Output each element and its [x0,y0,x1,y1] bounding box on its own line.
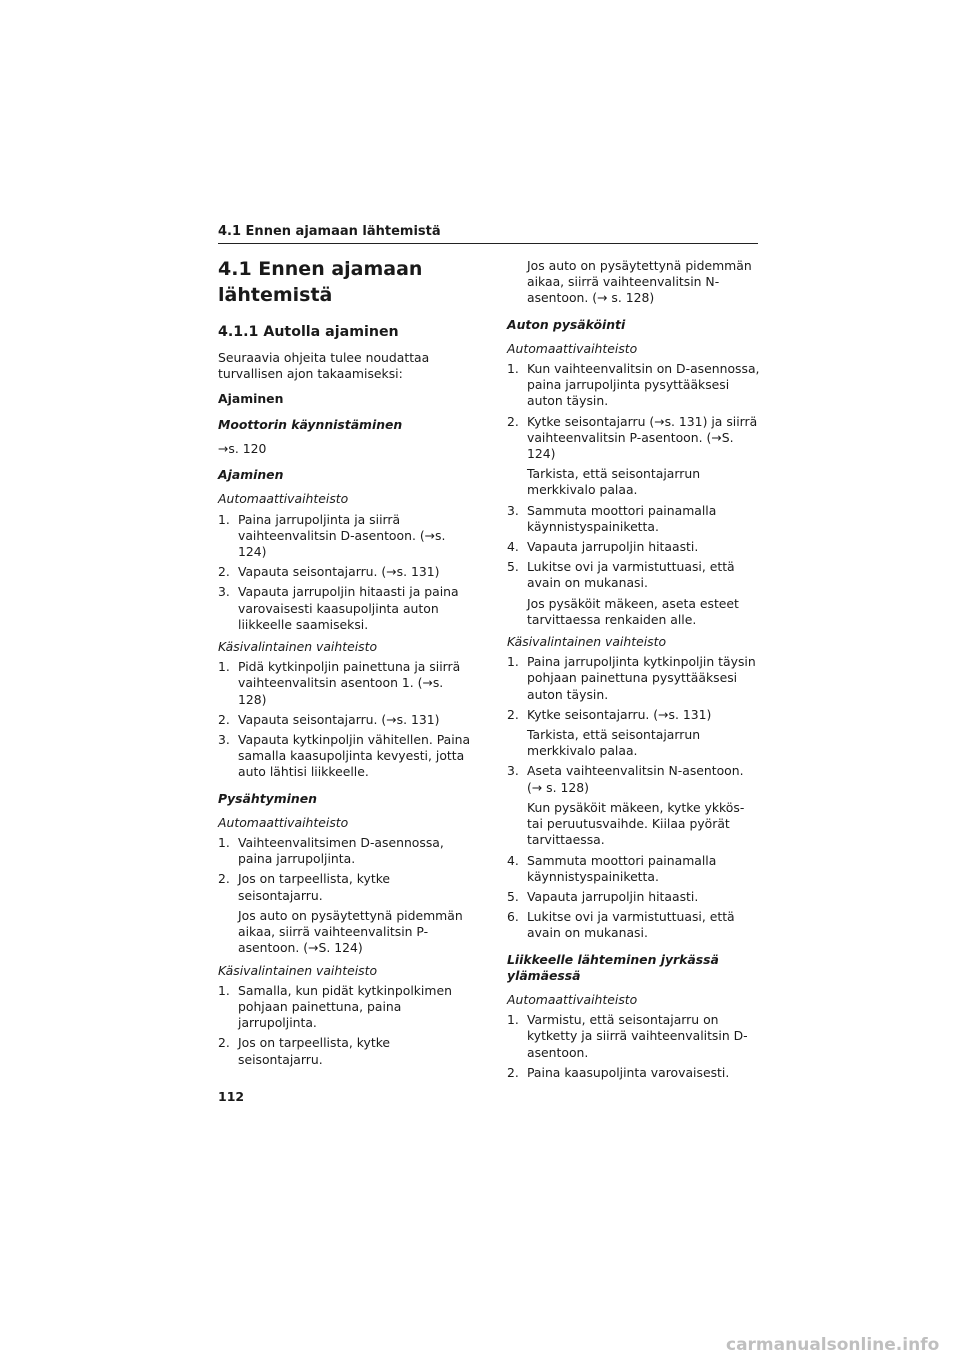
stop-auto-steps [218,835,472,956]
list-item: 1. Paina jarrupoljinta kytkinpoljin täysin pohjaan painettuna pysyttääksesi auton täysin. [507,654,756,702]
list-item: 1. Varmistu, että seisontajarru on kytketty ja siirrä vaihteenvalitsin D-asentoon. [507,1012,748,1060]
hill-auto-label: Automaattivaihteisto [507,991,638,1007]
left-column [218,256,472,1074]
list-item: 1. Vaihteenvalitsimen D-asennossa, paina jarrupoljinta. [218,835,444,867]
list-item: 5. Vapauta jarrupoljin hitaasti. [507,888,699,904]
stop-manual-label: Käsivalintainen vaihteisto [218,962,378,978]
watermark: carmanualsonline.info [726,1335,940,1355]
park-auto-steps [507,361,761,628]
list-item: 3. Vapauta kytkinpoljin vähitellen. Paina samalla kaasupoljinta kevyesti, jotta auto lähtisi liikkeelle. [218,732,471,780]
step-note: Kun pysäköit mäkeen, kytke ykkös- tai peruutusvaihde. Kiilaa pyörät tarvittaessa. [527,799,745,848]
list-item: 2. Vapauta seisontajarru. (→s. 131) [218,711,440,727]
list-item: 4. Sammuta moottori painamalla käynnistyspainiketta. [507,852,717,884]
drive-heading: Ajaminen [218,467,284,483]
list-item: 1. Kun vaihteenvalitsin on D-asennossa, paina jarrupoljinta pysyttääksesi auton täysin. [507,361,760,409]
ajaminen-heading: Ajaminen [218,390,284,406]
list-item: 6. Lukitse ovi ja varmistuttuasi, että avain on mukanasi. [507,909,735,941]
list-item: 3. Vapauta jarrupoljin hitaasti ja paina varovaisesti kaasupoljinta auton liikkeelle saamiseksi. [218,584,459,632]
hill-auto-steps [507,1012,761,1081]
step-note: Jos pysäköit mäkeen, aseta esteet tarvittaessa renkaiden alle. [527,595,739,627]
stop-heading: Pysähtyminen [218,790,317,806]
list-item: 2. Kytke seisontajarru. (→s. 131) Tarkista, että seisontajarrun merkkivalo palaa. [507,707,761,760]
step-note: Jos auto on pysäytettynä pidemmän aikaa, siirrä vaihteenvalitsin P-asentoon. (→S. 124) [238,907,463,956]
page-number: 112 [218,1089,245,1104]
list-item: 2. Jos on tarpeellista, kytke seisontajarru. Jos auto on pysäytettynä pidemmän aikaa, siirrä vaihteenvalitsin P-asentoon. (→S. 124) [218,871,472,956]
step-note: Tarkista, että seisontajarrun merkkivalo palaa. [527,727,701,759]
list-item: 3. Aseta vaihteenvalitsin N-asentoon. (→ s. 128) Kun pysäköit mäkeen, kytke ykkös- tai peruutusvaihde. Kiilaa pyörät tarvittaessa. [507,763,761,848]
drive-auto-steps [218,512,472,633]
subsection-title: 4.1.1 Autolla ajaminen [218,324,399,340]
list-item: 1. Samalla, kun pidät kytkinpolkimen pohjaan painettuna, paina jarrupoljinta. [218,982,452,1031]
drive-auto-label: Automaattivaihteisto [218,491,349,507]
list-item: 4. Vapauta jarrupoljin hitaasti. [507,539,699,555]
hill-start-heading: Liikkeelle lähteminen jyrkässä ylämäessä [507,951,719,983]
list-item: 2. Paina kaasupoljinta varovaisesti. [507,1064,730,1080]
parking-heading: Auton pysäköinti [507,316,626,332]
list-item: 3. Sammuta moottori painamalla käynnistyspainiketta. [507,502,717,534]
drive-manual-label: Käsivalintainen vaihteisto [218,639,378,655]
list-item: 2. Jos on tarpeellista, kytke seisontajarru. [218,1035,391,1067]
list-item: 1. Paina jarrupoljinta ja siirrä vaihteenvalitsin D-asentoon. (→s. 124) [218,511,446,560]
engine-start-ref: →s. 120 [218,441,267,457]
continuation-note: Jos auto on pysäytettynä pidemmän aikaa, siirrä vaihteenvalitsin N-asentoon. (→ s. 128) [527,258,752,306]
park-auto-label: Automaattivaihteisto [507,340,638,356]
engine-start-heading: Moottorin käynnistäminen [218,416,403,432]
drive-manual-steps [218,659,472,780]
intro-text: Seuraavia ohjeita tulee noudattaa turvallisen ajon takaamiseksi: [218,350,430,382]
stop-auto-label: Automaattivaihteisto [218,814,349,830]
stop-manual-steps [218,983,472,1068]
list-item: 2. Kytke seisontajarru (→s. 131) ja siirrä vaihteenvalitsin P-asentoon. (→S. 124) Tarkista, että seisontajarrun merkkivalo palaa. [507,414,761,499]
list-item: 5. Lukitse ovi ja varmistuttuasi, että avain on mukanasi. Jos pysäköit mäkeen, aseta esteet tarvittaessa renkaiden alle. [507,559,761,628]
list-item: 2. Vapauta seisontajarru. (→s. 131) [218,564,440,580]
park-manual-steps [507,654,761,941]
right-column [507,258,761,1087]
list-item: 1. Pidä kytkinpoljin painettuna ja siirrä vaihteenvalitsin asentoon 1. (→s. 128) [218,659,461,707]
step-note: Tarkista, että seisontajarrun merkkivalo palaa. [527,466,701,498]
running-header: 4.1 Ennen ajamaan lähtemistä [218,224,441,239]
section-title: 4.1 Ennen ajamaan lähtemistä [218,258,423,306]
park-manual-label: Käsivalintainen vaihteisto [507,634,667,650]
header-rule [218,243,758,244]
